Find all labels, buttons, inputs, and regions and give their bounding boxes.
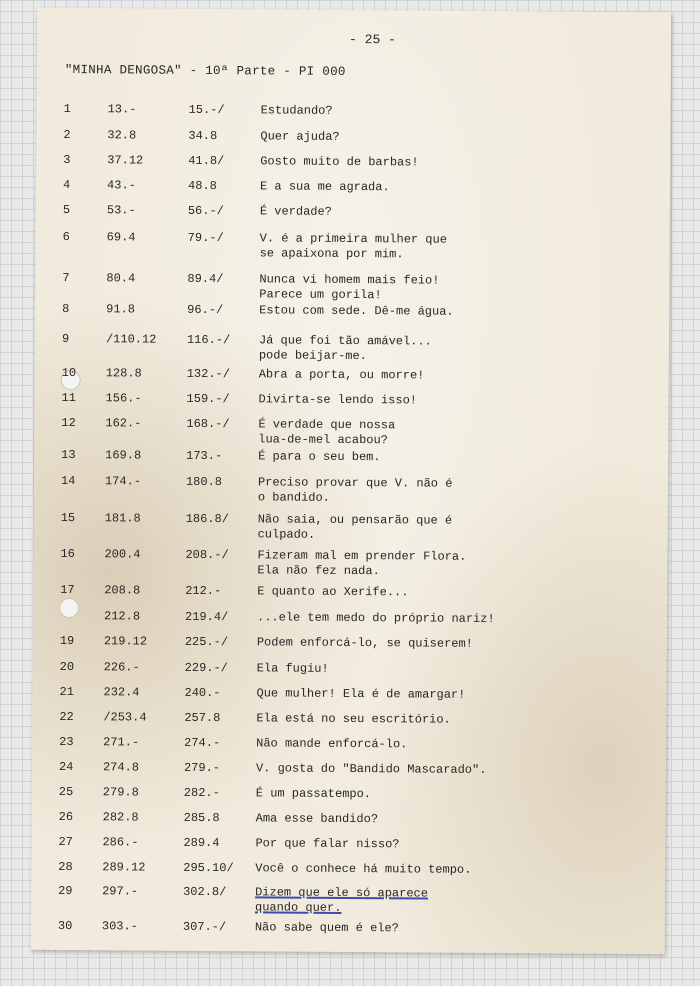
cue-end-time: 96.-/	[187, 302, 224, 318]
cue-end-time: 15.-/	[188, 102, 225, 118]
cue-end-time: 307.-/	[182, 919, 227, 935]
cue-end-time: 34.8	[188, 128, 218, 144]
cue-start-time: 32.8	[107, 128, 137, 143]
cue-start-time: 169.8	[105, 448, 142, 463]
cue-text: Dizem que ele só aparece quando quer.	[254, 885, 428, 915]
cue-number: 16	[60, 546, 75, 562]
cue-number: 21	[59, 684, 74, 700]
cue-end-time: 257.8	[184, 710, 221, 726]
cue-start-time: 212.8	[104, 609, 141, 624]
cue-end-time: 240.-	[184, 685, 221, 701]
cue-number: 30	[57, 918, 73, 934]
cue-number: 26	[58, 809, 74, 825]
cue-start-time: 279.8	[102, 785, 139, 800]
subtitle-row	[31, 918, 665, 936]
cue-number: 13	[61, 447, 76, 463]
cue-start-time: 69.4	[106, 230, 136, 245]
subtitle-row	[32, 834, 666, 852]
subtitle-row	[31, 859, 665, 877]
subtitle-row	[33, 582, 667, 600]
cue-start-time: 282.8	[102, 810, 139, 825]
cue-text: É um passatempo.	[255, 786, 372, 802]
cue-number: 28	[58, 859, 73, 875]
cue-text: V. é a primeira mulher que se apaixona por mim.	[259, 231, 447, 262]
cue-start-time: 208.8	[104, 583, 141, 598]
cue-text: Abra a porta, ou morre!	[258, 367, 425, 383]
cue-start-time: 297.-	[102, 884, 139, 899]
cue-end-time: 282.-	[183, 785, 220, 801]
script-page	[31, 8, 672, 954]
cue-end-time: 295.10/	[183, 860, 234, 876]
cue-end-time: 48.8	[188, 178, 217, 194]
cue-number: 29	[58, 883, 73, 899]
cue-text: Que mulher! Ela é de amargar!	[256, 686, 466, 702]
subtitle-row	[35, 365, 669, 383]
subtitle-row	[36, 177, 670, 195]
cue-end-time: 56.-/	[187, 203, 224, 219]
cue-text: Divirta-se lendo isso!	[258, 392, 418, 408]
cue-number: 19	[59, 633, 75, 649]
cue-start-time: 226.-	[103, 660, 140, 675]
cue-number: 1	[63, 101, 71, 117]
cue-text: Ela fugiu!	[256, 661, 329, 676]
cue-start-time: 174.-	[104, 474, 142, 489]
subtitle-row	[32, 784, 666, 802]
cue-text: Quer ajuda?	[260, 129, 340, 144]
cue-text: E a sua me agrada.	[260, 179, 390, 195]
cue-text: Podem enforcá-lo, se quiserem!	[256, 635, 473, 651]
cue-end-time: 132.-/	[186, 366, 231, 382]
subtitle-row	[35, 270, 669, 303]
cue-end-time: 229.-/	[184, 660, 228, 676]
cue-start-time: 286.-	[102, 835, 139, 850]
subtitle-row	[36, 229, 670, 262]
cue-start-time: 271.-	[103, 735, 140, 750]
page-title: "MINHA DENGOSA" - 10ª Parte - PI 000	[64, 62, 346, 79]
cue-start-time: 274.8	[102, 760, 140, 775]
cue-end-time: 219.4/	[184, 609, 229, 625]
cue-number: 15	[60, 510, 76, 526]
subtitle-row	[34, 546, 668, 579]
cue-number: 14	[60, 473, 76, 489]
cue-end-time: 289.4	[183, 835, 220, 851]
cue-start-time: 43.-	[107, 178, 136, 193]
cue-start-time: 13.-	[107, 102, 137, 117]
cue-start-time: 303.-	[101, 919, 138, 934]
cue-number: 8	[62, 301, 70, 317]
cue-end-time: 302.8/	[183, 884, 227, 900]
cue-number: 2	[63, 127, 71, 143]
subtitle-row	[36, 152, 670, 170]
cue-number: 4	[63, 177, 71, 193]
cue-end-time: 279.-	[183, 760, 221, 776]
cue-end-time: 168.-/	[186, 416, 230, 432]
cue-text: Você o conhece há muito tempo.	[255, 861, 472, 877]
cue-number: 25	[58, 784, 74, 800]
subtitle-row	[32, 809, 666, 827]
cue-end-time: 116.-/	[186, 332, 231, 348]
cue-end-time: 41.8/	[188, 153, 225, 169]
cue-end-time: 285.8	[183, 810, 220, 826]
cue-start-time: 200.4	[104, 547, 141, 562]
subtitle-row	[35, 331, 669, 364]
cue-end-time: 159.-/	[186, 391, 230, 407]
cue-text: Preciso provar que V. não é o bandido.	[257, 475, 453, 505]
cue-text: E quanto ao Xerife...	[257, 584, 409, 600]
subtitle-row	[35, 390, 669, 408]
cue-text: Já que foi tão amável... pode beijar-me.	[258, 333, 432, 364]
cue-end-time: 173.-	[186, 448, 223, 464]
cue-start-time: /253.4	[103, 710, 147, 725]
subtitle-row	[32, 709, 666, 727]
cue-text: Estudando?	[260, 103, 333, 118]
cue-start-time: /110.12	[105, 332, 157, 347]
cue-number: 17	[60, 582, 75, 598]
cue-start-time: 156.-	[105, 391, 142, 406]
cue-end-time: 225.-/	[184, 634, 229, 650]
subtitle-row	[34, 510, 668, 542]
subtitle-row	[36, 127, 670, 144]
subtitle-row	[32, 759, 666, 777]
cue-start-time: 289.12	[102, 860, 146, 875]
cue-text: ...ele tem medo do próprio nariz!	[256, 610, 495, 627]
cue-end-time: 212.-	[185, 583, 222, 599]
cue-text: Ama esse bandido?	[255, 811, 379, 827]
cue-start-time: 128.8	[105, 366, 142, 381]
cue-number: 5	[62, 202, 71, 218]
cue-number: 20	[59, 659, 75, 675]
cue-number: 24	[58, 759, 74, 775]
cue-text: Fizeram mal em prender Flora. Ela não fez nada.	[257, 548, 467, 579]
cue-end-time: 89.4/	[187, 271, 224, 287]
cue-end-time: 79.-/	[187, 230, 224, 246]
cue-end-time: 180.8	[185, 474, 223, 490]
cue-number: 22	[59, 709, 74, 725]
subtitle-row	[33, 633, 667, 651]
cue-number: 9	[61, 331, 70, 347]
cue-end-time: 274.-	[184, 735, 221, 751]
subtitle-row	[36, 202, 670, 219]
cue-number: 27	[58, 834, 73, 850]
cue-text: Ela está no seu escritório.	[256, 711, 451, 727]
cue-start-time: 219.12	[103, 634, 148, 649]
cue-text: Estou com sede. Dê-me água.	[259, 303, 454, 319]
subtitle-row	[34, 415, 668, 448]
cue-number: 12	[61, 415, 76, 431]
cue-text: Gosto muito de barbas!	[260, 154, 419, 170]
cue-text: V. gosta do "Bandido Mascarado".	[255, 761, 487, 777]
cue-end-time: 208.-/	[185, 547, 229, 563]
cue-number: 6	[62, 229, 70, 245]
cue-text: Não saia, ou pensarão que é culpado.	[257, 512, 453, 542]
cue-start-time: 162.-	[105, 416, 142, 431]
punch-hole	[59, 598, 79, 618]
cue-start-time: 80.4	[106, 271, 136, 286]
cue-text: Não sabe quem é ele?	[254, 920, 399, 936]
subtitle-row	[34, 473, 668, 505]
page-number: - 25 -	[349, 31, 396, 48]
cue-start-time: 37.12	[107, 153, 144, 168]
cue-number: 11	[61, 390, 77, 406]
cue-start-time: 232.4	[103, 685, 140, 700]
cue-text: É para o seu bem.	[258, 449, 381, 465]
cue-text: Por que falar nisso?	[255, 836, 400, 852]
subtitle-row	[31, 883, 665, 915]
cue-start-time: 181.8	[104, 511, 141, 526]
subtitle-row	[32, 734, 666, 752]
subtitle-row	[33, 659, 667, 676]
cue-number: 10	[61, 365, 77, 381]
cue-number: 23	[59, 734, 74, 750]
subtitle-row	[33, 684, 667, 702]
subtitle-row	[37, 101, 671, 118]
subtitle-row	[33, 609, 667, 627]
cue-end-time: 186.8/	[185, 511, 229, 527]
cue-text: Nunca vi homem mais feio! Parece um gorila!	[259, 272, 440, 303]
cue-start-time: 91.8	[106, 302, 136, 317]
cue-text: Não mande enforcá-lo.	[256, 736, 408, 752]
cue-text: É verdade?	[259, 204, 332, 219]
cue-start-time: 53.-	[106, 203, 136, 218]
cue-number: 7	[62, 270, 70, 286]
cue-text: É verdade que nossa lua-de-mel acabou?	[258, 417, 396, 448]
cue-number: 3	[63, 152, 71, 168]
